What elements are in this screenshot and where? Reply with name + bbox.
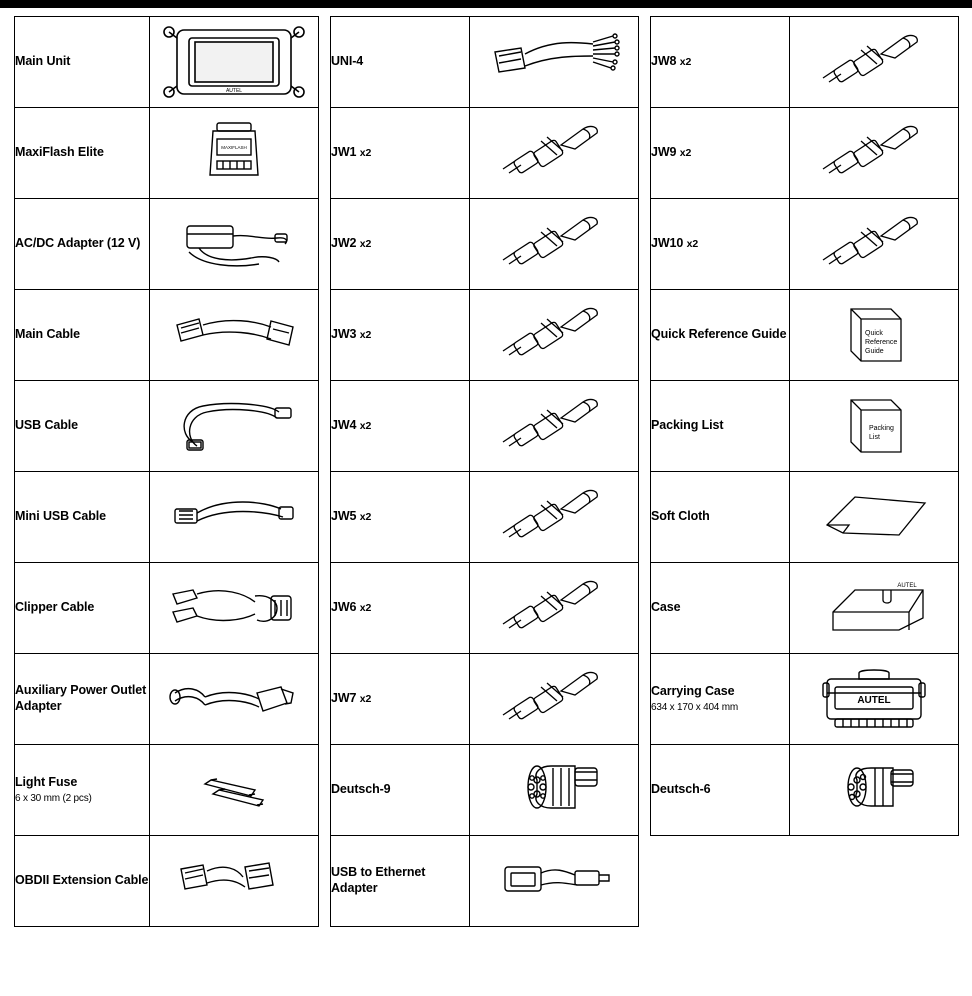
item-sublabel: 6 x 30 mm (2 pcs)	[15, 792, 92, 804]
table-row	[331, 199, 639, 290]
table-row	[331, 381, 639, 472]
item-image-cell	[470, 108, 639, 199]
item-label: Carrying Case	[651, 683, 735, 698]
item-label-cell	[331, 836, 470, 927]
item-label: JW2	[331, 236, 357, 251]
obdii-extension-cable-icon	[159, 841, 309, 921]
item-label-cell	[15, 472, 150, 563]
item-image-cell	[150, 108, 319, 199]
item-label: JW7	[331, 691, 357, 706]
svg-text:Guide: Guide	[865, 348, 884, 355]
item-label-cell	[651, 563, 790, 654]
item-image-cell	[150, 472, 319, 563]
svg-text:AUTEL: AUTEL	[857, 695, 891, 706]
soft-case-icon	[799, 568, 949, 648]
item-label-cell	[651, 17, 790, 108]
item-quantity: x2	[679, 147, 692, 160]
main-cable-icon	[159, 295, 309, 375]
kit-table-3	[650, 16, 959, 836]
table-row	[331, 472, 639, 563]
item-image-cell	[470, 290, 639, 381]
table-row	[651, 654, 959, 745]
mini-usb-cable-icon	[159, 477, 309, 557]
usb-cable-icon	[159, 386, 309, 466]
item-image-cell	[150, 17, 319, 108]
item-image-cell	[470, 745, 639, 836]
jumper-wire-icon	[799, 204, 949, 284]
table-row	[331, 654, 639, 745]
table-row	[331, 563, 639, 654]
item-image-cell	[150, 381, 319, 472]
item-label-cell	[15, 17, 150, 108]
item-image-cell	[790, 654, 959, 745]
item-label: Quick Reference Guide	[651, 327, 787, 342]
deutsch-6-adapter-icon	[799, 750, 949, 830]
item-label-cell	[331, 108, 470, 199]
item-image-cell	[470, 381, 639, 472]
item-label-cell	[651, 290, 790, 381]
item-image-cell	[150, 654, 319, 745]
svg-text:AUTEL: AUTEL	[897, 583, 917, 589]
item-label: AC/DC Adapter (12 V)	[15, 236, 141, 251]
item-label: JW4	[331, 418, 357, 433]
table-row	[15, 381, 319, 472]
item-label: Packing List	[651, 418, 724, 433]
item-image-cell	[790, 563, 959, 654]
kit-columns	[14, 16, 958, 927]
item-image-cell	[470, 17, 639, 108]
table-row	[331, 290, 639, 381]
table-row	[331, 17, 639, 108]
item-image-cell	[470, 836, 639, 927]
item-label: OBDII Extension Cable	[15, 873, 149, 888]
deutsch-9-adapter-icon	[479, 750, 629, 830]
table-row	[651, 563, 959, 654]
jumper-wire-icon	[799, 22, 949, 102]
item-label-cell	[15, 563, 150, 654]
item-image-cell	[470, 199, 639, 290]
item-quantity: x2	[359, 329, 372, 342]
table-row	[15, 836, 319, 927]
item-label-cell	[331, 199, 470, 290]
item-label: USB Cable	[15, 418, 79, 433]
item-quantity: x2	[359, 602, 372, 615]
table-row	[15, 290, 319, 381]
table-row	[331, 836, 639, 927]
item-sublabel: 634 x 170 x 404 mm	[651, 701, 739, 713]
item-label-cell	[15, 199, 150, 290]
top-rule-divider	[0, 0, 972, 8]
svg-text:MAXIFLASH: MAXIFLASH	[221, 145, 247, 150]
item-image-cell	[150, 199, 319, 290]
item-label: Auxiliary Power Outlet Adapter	[15, 683, 147, 713]
kit-table-1	[14, 16, 319, 927]
table-row	[15, 199, 319, 290]
item-label: Light Fuse	[15, 774, 78, 789]
clipper-cable-icon	[159, 568, 309, 648]
light-fuse-icon	[159, 750, 309, 830]
item-image-cell	[790, 199, 959, 290]
uni-4-adapter-icon	[479, 22, 629, 102]
table-row	[651, 381, 959, 472]
item-label-cell	[331, 17, 470, 108]
item-quantity: x2	[359, 693, 372, 706]
item-label-cell	[651, 654, 790, 745]
jumper-wire-icon	[479, 204, 629, 284]
item-image-cell	[790, 745, 959, 836]
table-row	[651, 108, 959, 199]
svg-text:Reference: Reference	[865, 339, 898, 346]
item-label-cell	[651, 745, 790, 836]
item-label-cell	[651, 199, 790, 290]
item-quantity: x2	[359, 238, 372, 251]
item-image-cell	[150, 745, 319, 836]
item-label-cell	[331, 472, 470, 563]
table-row	[651, 290, 959, 381]
item-label-cell	[651, 472, 790, 563]
packing-list-icon	[799, 386, 949, 466]
svg-text:Packing: Packing	[869, 425, 894, 432]
soft-cloth-icon	[799, 477, 949, 557]
item-image-cell	[150, 290, 319, 381]
usb-to-ethernet-adapter-icon	[479, 841, 629, 921]
item-image-cell	[470, 563, 639, 654]
item-label: Deutsch-6	[651, 782, 711, 797]
item-image-cell	[790, 381, 959, 472]
item-image-cell	[790, 17, 959, 108]
item-image-cell	[150, 563, 319, 654]
table-row	[651, 472, 959, 563]
kit-table-2	[330, 16, 639, 927]
svg-text:AUTEL: AUTEL	[225, 88, 243, 94]
carrying-case-icon	[799, 659, 949, 739]
item-label-cell	[331, 563, 470, 654]
item-label-cell	[15, 290, 150, 381]
kit-column-1	[14, 16, 318, 927]
item-label-cell	[15, 108, 150, 199]
svg-text:Quick: Quick	[865, 330, 883, 337]
item-quantity: x2	[686, 238, 699, 251]
item-label: JW5	[331, 509, 357, 524]
table-row	[651, 745, 959, 836]
item-quantity: x2	[359, 420, 372, 433]
item-label: JW8	[651, 54, 677, 69]
svg-text:List: List	[869, 434, 880, 441]
jumper-wire-icon	[479, 113, 629, 193]
item-label-cell	[15, 381, 150, 472]
item-image-cell	[150, 836, 319, 927]
item-label: JW3	[331, 327, 357, 342]
item-label: Main Cable	[15, 327, 80, 342]
item-quantity: x2	[359, 511, 372, 524]
ac-dc-adapter-icon	[159, 204, 309, 284]
table-row	[331, 745, 639, 836]
item-label: JW6	[331, 600, 357, 615]
item-quantity: x2	[359, 147, 372, 160]
item-label-cell	[651, 381, 790, 472]
auxiliary-power-outlet-adapter-icon	[159, 659, 309, 739]
item-label-cell	[331, 745, 470, 836]
jumper-wire-icon	[479, 659, 629, 739]
item-label: Case	[651, 600, 681, 615]
kit-column-2	[330, 16, 638, 927]
item-quantity: x2	[679, 56, 692, 69]
item-image-cell	[790, 472, 959, 563]
table-row	[651, 199, 959, 290]
item-label-cell	[15, 745, 150, 836]
table-row	[15, 108, 319, 199]
table-row	[15, 654, 319, 745]
item-image-cell	[470, 654, 639, 745]
item-label-cell	[15, 836, 150, 927]
item-label: Soft Cloth	[651, 509, 710, 524]
item-image-cell	[790, 108, 959, 199]
item-label: UNI-4	[331, 54, 364, 69]
item-image-cell	[470, 472, 639, 563]
quick-reference-guide-icon	[799, 295, 949, 375]
tablet-main-unit-icon	[159, 22, 309, 102]
item-label: MaxiFlash Elite	[15, 145, 104, 160]
jumper-wire-icon	[799, 113, 949, 193]
table-row	[15, 745, 319, 836]
item-label: JW9	[651, 145, 677, 160]
vci-maxiflash-elite-icon	[159, 113, 309, 193]
item-label: Deutsch-9	[331, 782, 391, 797]
item-label: Clipper Cable	[15, 600, 95, 615]
table-row	[15, 472, 319, 563]
item-label: JW10	[651, 236, 684, 251]
item-label-cell	[331, 290, 470, 381]
item-label-cell	[331, 654, 470, 745]
table-row	[331, 108, 639, 199]
item-image-cell	[790, 290, 959, 381]
item-label: JW1	[331, 145, 357, 160]
item-label: Mini USB Cable	[15, 509, 106, 524]
item-label-cell	[331, 381, 470, 472]
table-row	[651, 17, 959, 108]
item-label: USB to Ethernet Adapter	[331, 865, 426, 895]
item-label-cell	[15, 654, 150, 745]
jumper-wire-icon	[479, 477, 629, 557]
jumper-wire-icon	[479, 386, 629, 466]
item-label: Main Unit	[15, 54, 71, 69]
table-row	[15, 17, 319, 108]
kit-column-3	[650, 16, 958, 836]
jumper-wire-icon	[479, 295, 629, 375]
table-row	[15, 563, 319, 654]
jumper-wire-icon	[479, 568, 629, 648]
item-label-cell	[651, 108, 790, 199]
